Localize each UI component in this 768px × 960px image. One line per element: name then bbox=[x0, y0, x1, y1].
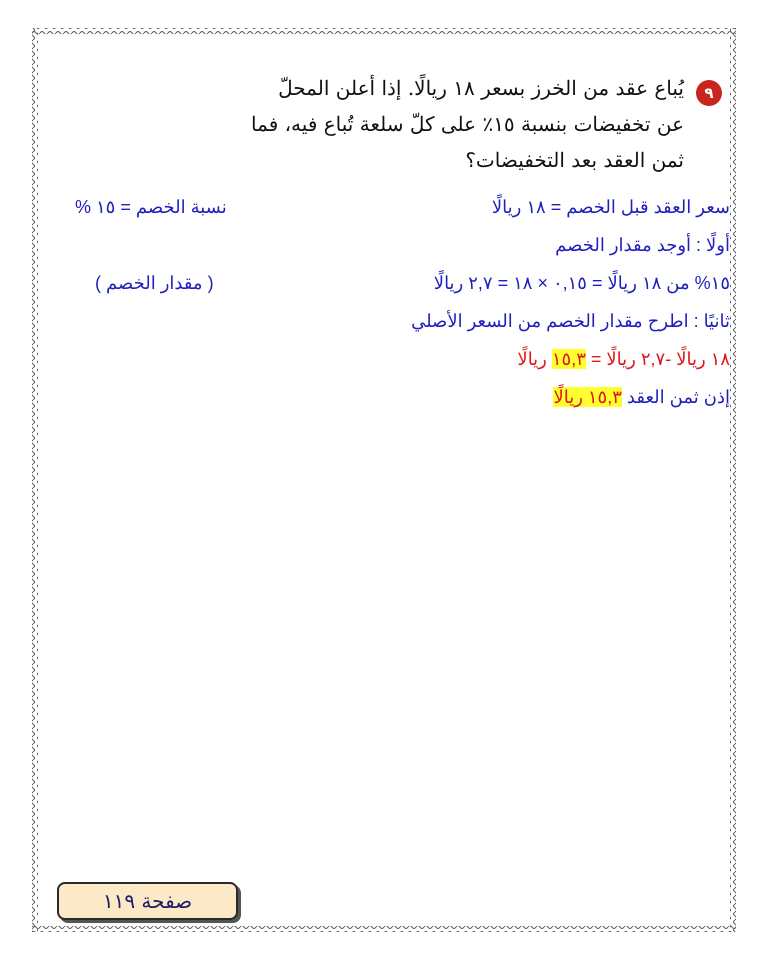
given-price: سعر العقد قبل الخصم = ١٨ ريالًا bbox=[491, 197, 730, 217]
given-row bbox=[40, 188, 740, 226]
question-block bbox=[160, 70, 720, 178]
step1-title: أولًا : أوجد مقدار الخصم bbox=[555, 235, 730, 255]
question-line-3: ثمن العقد بعد التخفيضات؟ bbox=[465, 148, 684, 172]
step1-calc-row bbox=[40, 264, 740, 302]
given-rate: نسبة الخصم = ١٥ % bbox=[75, 197, 227, 217]
step2-title-row bbox=[40, 302, 740, 340]
step2-calc-suffix: ريالًا bbox=[517, 349, 552, 369]
step1-title-row bbox=[40, 226, 740, 264]
page-number-label bbox=[57, 882, 238, 920]
question-line-2: عن تخفيضات بنسبة ١٥٪ على كلّ سلعة تُباع فيه، فما bbox=[251, 112, 684, 136]
final-answer-prefix: إذن ثمن العقد bbox=[621, 387, 730, 407]
step2-calc-result: ١٥,٣ bbox=[551, 349, 586, 369]
page-content bbox=[40, 70, 740, 416]
page-number-text: صفحة ١١٩ bbox=[102, 889, 193, 913]
step2-calc bbox=[517, 340, 730, 378]
final-answer bbox=[553, 378, 730, 416]
step1-calc: ١٥% من ١٨ ريالًا = ٠,١٥ × ١٨ = ٢,٧ ريالًا bbox=[433, 273, 730, 293]
final-answer-row bbox=[40, 378, 740, 416]
final-answer-value: ١٥,٣ ريالًا bbox=[553, 387, 622, 407]
step1-note: ( مقدار الخصم ) bbox=[95, 273, 214, 293]
step2-title: ثانيًا : اطرح مقدار الخصم من السعر الأصلي bbox=[411, 311, 730, 331]
question-line-1: يُباع عقد من الخرز بسعر ١٨ ريالًا. إذا أعلن المحلّ bbox=[278, 76, 684, 100]
step2-calc-prefix: ١٨ ريالًا -٢,٧ ريالًا = bbox=[585, 349, 730, 369]
step2-calc-row bbox=[40, 340, 740, 378]
question-number-badge: ٩ bbox=[696, 80, 722, 106]
